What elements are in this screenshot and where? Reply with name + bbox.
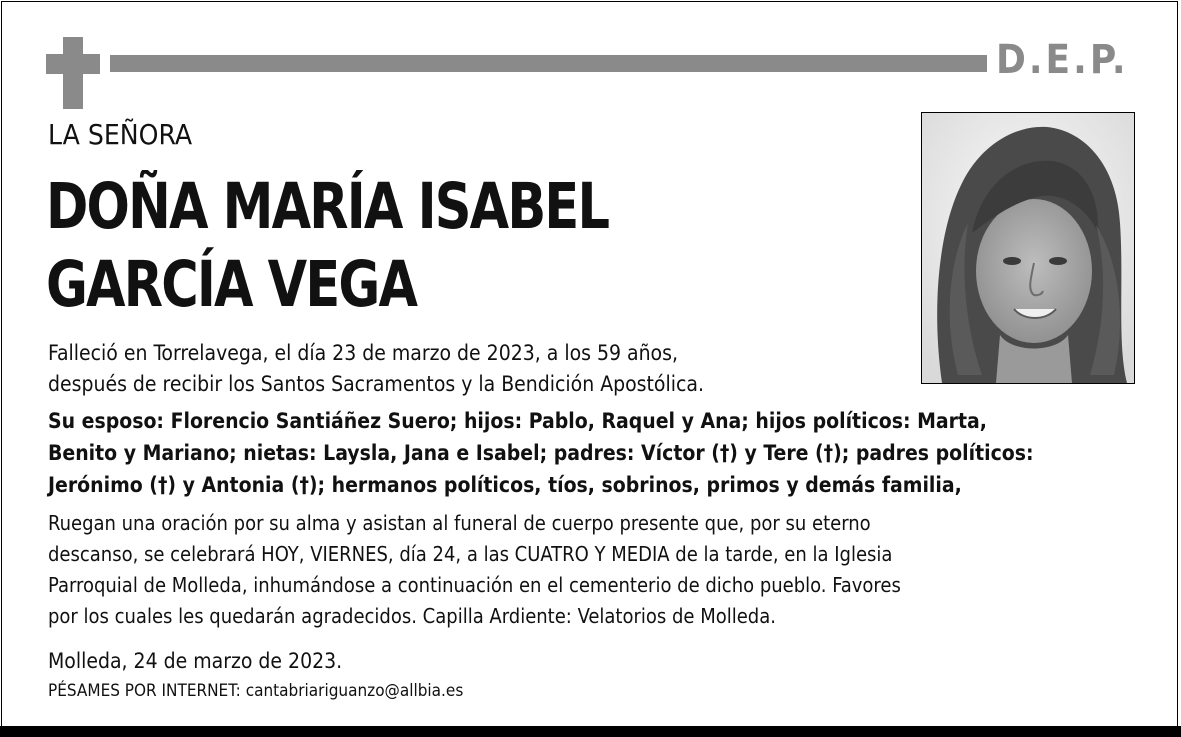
funeral-details bbox=[48, 508, 1133, 632]
bottom-rule bbox=[0, 726, 1181, 737]
dep-label: D.E.P. bbox=[996, 37, 1129, 83]
deceased-photo bbox=[921, 112, 1135, 384]
place-date: Molleda, 24 de marzo de 2023. bbox=[48, 649, 343, 673]
family-line3: Jerónimo (†) y Antonia (†); hermanos políticos, tíos, sobrinos, primos y demás familia, bbox=[48, 473, 962, 497]
deceased-name-line1: DOÑA MARÍA ISABEL bbox=[46, 170, 609, 243]
funeral-line2: descanso, se celebrará HOY, VIERNES, día 24, a las CUATRO Y MEDIA de la tarde, en la Iglesia bbox=[48, 542, 893, 566]
condolences-email[interactable]: cantabriariguanzo@allbia.es bbox=[245, 681, 464, 701]
condolences-label: PÉSAMES POR INTERNET: bbox=[48, 681, 241, 701]
header-rule bbox=[110, 55, 987, 72]
death-notice-line2: después de recibir los Santos Sacramentos y la Bendición Apostólica. bbox=[48, 372, 704, 396]
cross-icon bbox=[46, 37, 100, 109]
deceased-name bbox=[46, 168, 608, 324]
funeral-line4: por los cuales les quedarán agradecidos. Capilla Ardiente: Velatorios de Molleda. bbox=[48, 604, 776, 628]
family-line1: Su esposo: Florencio Santiáñez Suero; hijos: Pablo, Raquel y Ana; hijos políticos: Marta, bbox=[48, 409, 987, 433]
death-notice-line1: Falleció en Torrelavega, el día 23 de marzo de 2023, a los 59 años, bbox=[48, 341, 678, 365]
family-line2: Benito y Mariano; nietas: Laysla, Jana e Isabel; padres: Víctor (†) y Tere (†); padres políticos: bbox=[48, 441, 1034, 465]
condolences-line bbox=[48, 678, 463, 704]
funeral-line3: Parroquial de Molleda, inhumándose a continuación en el cementerio de dicho pueblo. Favores bbox=[48, 573, 901, 597]
death-notice bbox=[48, 338, 704, 400]
deceased-name-line2: GARCÍA VEGA bbox=[46, 248, 417, 321]
portrait-image bbox=[922, 113, 1134, 383]
funeral-line1: Ruegan una oración por su alma y asistan al funeral de cuerpo presente que, por su eterno bbox=[48, 511, 871, 535]
family-list bbox=[48, 405, 1133, 501]
honorific: LA SEÑORA bbox=[48, 118, 193, 151]
